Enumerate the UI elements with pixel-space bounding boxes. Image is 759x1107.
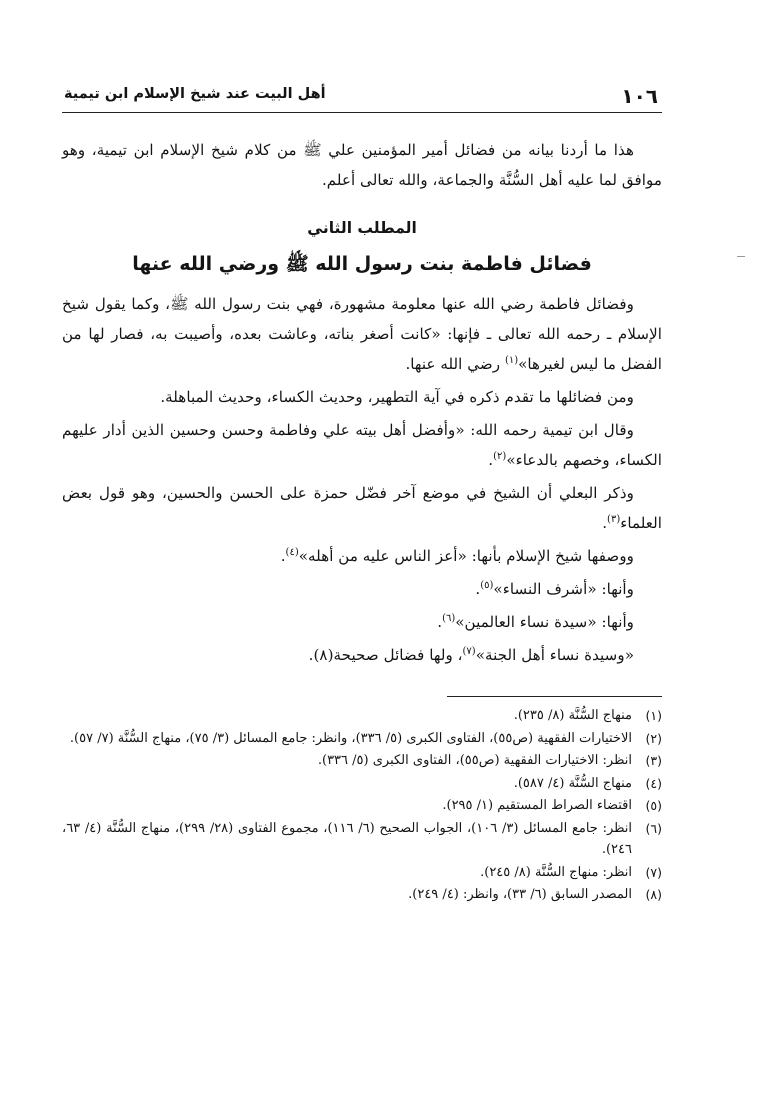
paragraph-tail: .	[280, 547, 286, 565]
footnote-text: اقتضاء الصراط المستقيم (١/ ٢٩٥).	[442, 798, 632, 813]
footnote-text: انظر: منهاج السُّنَّة (٨/ ٢٤٥).	[480, 864, 632, 880]
paragraph-text: وفضائل فاطمة رضي الله عنها معلومة مشهورة، فهي بنت رسول الله ﷺ، وكما يقول شيخ الإسلام ـ رحمه الله تعالى ـ فإنها: «كانت أصغر بناته، وعاشت بعده، وأصيبت به، فصار لها من الفضل ما ليس لغيرها»	[62, 295, 662, 373]
footnote-item	[62, 728, 662, 750]
footnote-ref: (١)	[504, 354, 519, 366]
footnote-item	[62, 884, 662, 906]
footnote-item	[62, 818, 662, 861]
footnote-text: انظر: الاختيارات الفقهية (ص٥٥)، الفتاوى الكبرى (٥/ ٣٣٦).	[317, 753, 632, 768]
paragraph-tail: .	[488, 451, 494, 469]
footnote-item	[62, 795, 662, 817]
paragraph-tathir	[62, 382, 662, 412]
footnote-divider	[447, 696, 662, 697]
paragraph-ibn-taymiyyah	[62, 415, 662, 475]
paragraph-text: ومن فضائلها ما تقدم ذكره في آية التطهير، وحديث الكساء، وحديث المباهلة.	[160, 388, 634, 406]
section-heading: المطلب الثاني	[307, 219, 417, 237]
section-title: فضائل فاطمة بنت رسول الله ﷺ ورضي الله عنها	[132, 253, 592, 275]
paragraph-text: وقال ابن تيمية رحمه الله: «وأفضل أهل بيته علي وفاطمة وحسن وحسين الذين أدار عليهم الكساء، وخصهم بالدعاء»	[62, 421, 662, 469]
paragraph-tail: رضي الله عنها.	[405, 355, 505, 373]
footnote-item	[62, 705, 662, 727]
footnote-number: (٧)	[645, 864, 662, 880]
page-header	[62, 84, 662, 113]
paragraph-tail: .	[437, 613, 443, 631]
footnote-text: منهاج السُّنَّة (٤/ ٥٨٧).	[513, 775, 632, 791]
footnote-number: (٤)	[645, 775, 662, 791]
paragraph-tail: .	[475, 580, 481, 598]
paragraph-text: ووصفها شيخ الإسلام بأنها: «أعز الناس عليه من أهله»	[298, 547, 634, 565]
intro-paragraph: هذا ما أردنا بيانه من فضائل أمير المؤمنين علي ﷺ من كلام شيخ الإسلام ابن تيمية، وهو موافق لما عليه أهل السُّنَّة والجماعة، والله تعالى أعلم.	[62, 141, 662, 189]
paragraph-noblest	[62, 574, 662, 604]
footnote-ref: (٤)	[285, 546, 299, 558]
book-page	[62, 84, 662, 907]
footnote-item	[62, 862, 662, 884]
footnote-item	[62, 750, 662, 772]
paragraph-text: وأنها: «سيدة نساء العالمين»	[455, 613, 634, 631]
footnote-number: (٥)	[645, 798, 662, 813]
footnote-text: المصدر السابق (٦/ ٣٣)، وانظر: (٤/ ٢٤٩).	[408, 887, 632, 902]
running-title: أهل البيت عند شيخ الإسلام ابن تيمية	[64, 86, 326, 102]
paragraph-tail: ، ولها فضائل صحيحة(٨).	[308, 646, 463, 664]
footnote-ref: (٥)	[480, 579, 494, 591]
footnote-ref: (٣)	[607, 513, 621, 525]
footnote-item	[62, 773, 662, 795]
page-number: ١٠٦	[621, 84, 658, 108]
paragraph-mistress-worlds	[62, 607, 662, 637]
footnote-number: (٦)	[645, 820, 662, 836]
paragraph-text: «وسيدة نساء أهل الجنة»	[475, 646, 634, 664]
paragraph-dearest	[62, 541, 662, 571]
footnote-number: (٣)	[645, 753, 662, 768]
paragraph-tail: .	[602, 514, 608, 532]
paragraph-mistress-paradise	[62, 640, 662, 670]
paragraph-virtues	[62, 289, 662, 379]
footnote-number: (١)	[645, 708, 662, 723]
footnote-text: منهاج السُّنَّة (٨/ ٢٣٥).	[513, 708, 632, 723]
paragraph-text: وذكر البعلي أن الشيخ في موضع آخر فضّل حمزة على الحسن والحسين، وهو قول بعض العلماء	[62, 484, 662, 532]
margin-mark	[737, 256, 745, 257]
footnote-ref: (٢)	[493, 450, 507, 462]
footnote-text: الاختيارات الفقهية (ص٥٥)، الفتاوى الكبرى (٥/ ٣٣٦)، وانظر: جامع المسائل (٣/ ٧٥)، منهاج السُّنَّة (٧/ ٥٧).	[69, 730, 632, 746]
footnotes	[62, 705, 662, 906]
footnote-text: انظر: جامع المسائل (٣/ ١٠٦)، الجواب الصحيح (٦/ ١١٦)، مجموع الفتاوى (٢٨/ ٢٩٩)، منهاج السُّنَّة (٤/ ٦٣، ٢٤٦).	[62, 820, 633, 857]
paragraph-baali	[62, 478, 662, 538]
footnote-number: (٢)	[645, 730, 662, 746]
paragraph-text: وأنها: «أشرف النساء»	[493, 580, 634, 598]
footnote-number: (٨)	[645, 887, 662, 902]
page-body	[62, 135, 662, 670]
footnote-ref: (٧)	[462, 645, 476, 657]
footnote-ref: (٦)	[442, 612, 456, 624]
